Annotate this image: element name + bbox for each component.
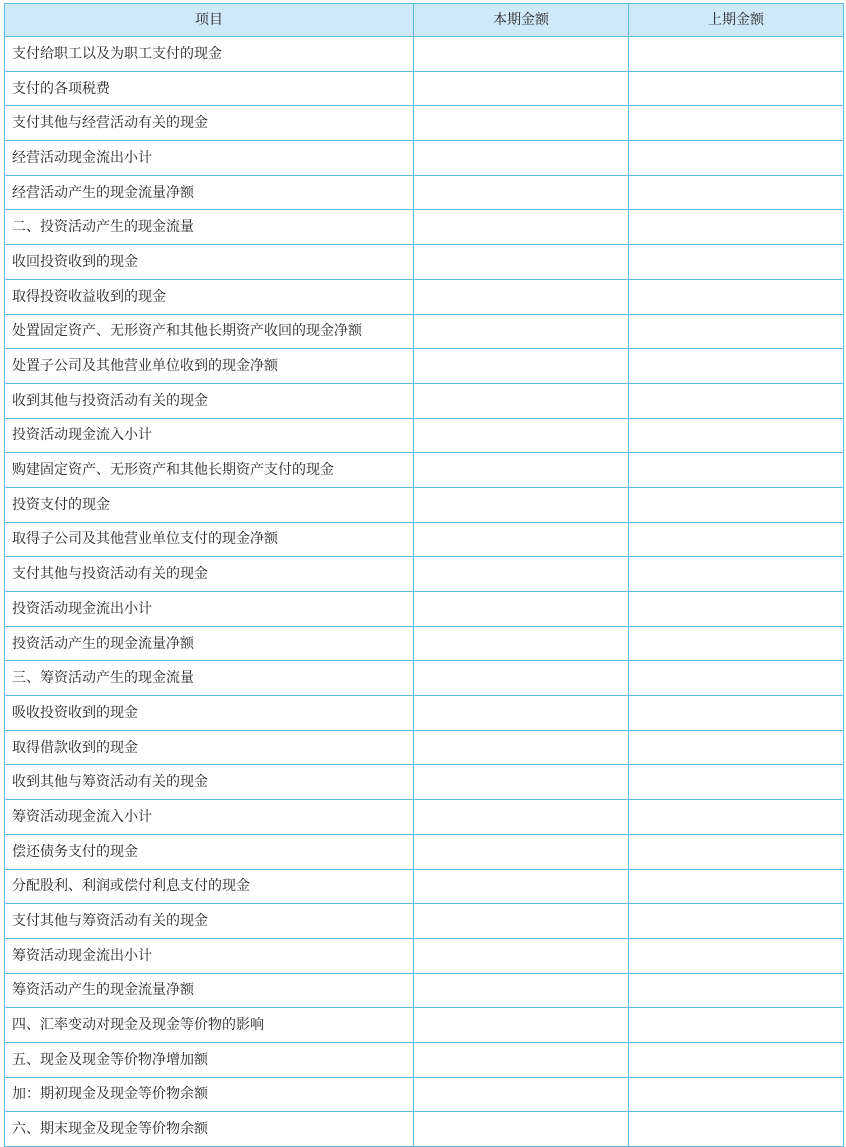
- previous-amount-cell: [629, 106, 844, 141]
- row-item-label: 筹资活动现金流出小计: [5, 938, 414, 973]
- previous-amount-cell: [629, 973, 844, 1008]
- current-amount-cell: [414, 834, 629, 869]
- row-item-label: 支付的各项税费: [5, 71, 414, 106]
- current-amount-cell: [414, 938, 629, 973]
- previous-amount-cell: [629, 37, 844, 72]
- current-amount-cell: [414, 245, 629, 280]
- table-row: [5, 696, 844, 731]
- current-amount-cell: [414, 973, 629, 1008]
- row-item-label: 取得子公司及其他营业单位支付的现金净额: [5, 522, 414, 557]
- row-item-label: 处置固定资产、无形资产和其他长期资产收回的现金净额: [5, 314, 414, 349]
- previous-amount-cell: [629, 418, 844, 453]
- row-item-label: 分配股利、利润或偿付利息支付的现金: [5, 869, 414, 904]
- previous-amount-cell: [629, 626, 844, 661]
- table-row: [5, 279, 844, 314]
- current-amount-cell: [414, 418, 629, 453]
- row-item-label: 筹资活动现金流入小计: [5, 800, 414, 835]
- table-row: [5, 383, 844, 418]
- row-item-label: 加：期初现金及现金等价物余额: [5, 1077, 414, 1112]
- current-amount-cell: [414, 141, 629, 176]
- current-amount-cell: [414, 522, 629, 557]
- current-amount-cell: [414, 453, 629, 488]
- previous-amount-cell: [629, 1077, 844, 1112]
- current-amount-cell: [414, 696, 629, 731]
- table-row: [5, 522, 844, 557]
- table-row: [5, 765, 844, 800]
- table-row: [5, 1008, 844, 1043]
- table-row: [5, 1042, 844, 1077]
- current-amount-cell: [414, 383, 629, 418]
- previous-amount-cell: [629, 1112, 844, 1147]
- cash-flow-statement: [4, 3, 844, 1147]
- previous-amount-cell: [629, 487, 844, 522]
- table-row: [5, 904, 844, 939]
- previous-amount-cell: [629, 314, 844, 349]
- previous-amount-cell: [629, 210, 844, 245]
- table-row: [5, 557, 844, 592]
- row-item-label: 收到其他与投资活动有关的现金: [5, 383, 414, 418]
- row-item-label: 投资活动现金流入小计: [5, 418, 414, 453]
- table-row: [5, 869, 844, 904]
- current-amount-cell: [414, 904, 629, 939]
- table-row: [5, 834, 844, 869]
- current-amount-cell: [414, 314, 629, 349]
- previous-amount-cell: [629, 800, 844, 835]
- previous-amount-cell: [629, 522, 844, 557]
- table-row: [5, 175, 844, 210]
- cash-flow-table: [4, 3, 844, 1147]
- current-amount-cell: [414, 800, 629, 835]
- row-item-label: 投资活动现金流出小计: [5, 592, 414, 627]
- previous-amount-cell: [629, 453, 844, 488]
- row-item-label: 四、汇率变动对现金及现金等价物的影响: [5, 1008, 414, 1043]
- header-row: [5, 4, 844, 37]
- current-amount-cell: [414, 765, 629, 800]
- previous-amount-cell: [629, 279, 844, 314]
- row-item-label: 收回投资收到的现金: [5, 245, 414, 280]
- table-row: [5, 349, 844, 384]
- current-amount-cell: [414, 730, 629, 765]
- current-amount-cell: [414, 661, 629, 696]
- row-item-label: 六、期末现金及现金等价物余额: [5, 1112, 414, 1147]
- table-row: [5, 210, 844, 245]
- table-row: [5, 141, 844, 176]
- previous-amount-cell: [629, 765, 844, 800]
- previous-amount-cell: [629, 383, 844, 418]
- table-row: [5, 37, 844, 72]
- row-item-label: 经营活动产生的现金流量净额: [5, 175, 414, 210]
- previous-amount-cell: [629, 592, 844, 627]
- row-item-label: 处置子公司及其他营业单位收到的现金净额: [5, 349, 414, 384]
- table-row: [5, 453, 844, 488]
- table-row: [5, 592, 844, 627]
- previous-amount-cell: [629, 349, 844, 384]
- table-row: [5, 661, 844, 696]
- table-row: [5, 973, 844, 1008]
- table-row: [5, 418, 844, 453]
- column-header-previous-amount: 上期金额: [629, 4, 844, 37]
- current-amount-cell: [414, 175, 629, 210]
- previous-amount-cell: [629, 730, 844, 765]
- table-row: [5, 487, 844, 522]
- current-amount-cell: [414, 1042, 629, 1077]
- current-amount-cell: [414, 557, 629, 592]
- table-row: [5, 626, 844, 661]
- current-amount-cell: [414, 487, 629, 522]
- row-item-label: 五、现金及现金等价物净增加额: [5, 1042, 414, 1077]
- table-row: [5, 314, 844, 349]
- current-amount-cell: [414, 1008, 629, 1043]
- current-amount-cell: [414, 279, 629, 314]
- current-amount-cell: [414, 592, 629, 627]
- previous-amount-cell: [629, 245, 844, 280]
- column-header-current-amount: 本期金额: [414, 4, 629, 37]
- table-row: [5, 800, 844, 835]
- table-row: [5, 245, 844, 280]
- current-amount-cell: [414, 349, 629, 384]
- row-item-label: 取得借款收到的现金: [5, 730, 414, 765]
- previous-amount-cell: [629, 71, 844, 106]
- previous-amount-cell: [629, 696, 844, 731]
- previous-amount-cell: [629, 869, 844, 904]
- row-item-label: 购建固定资产、无形资产和其他长期资产支付的现金: [5, 453, 414, 488]
- previous-amount-cell: [629, 938, 844, 973]
- current-amount-cell: [414, 106, 629, 141]
- row-item-label: 偿还债务支付的现金: [5, 834, 414, 869]
- table-row: [5, 71, 844, 106]
- previous-amount-cell: [629, 557, 844, 592]
- row-item-label: 取得投资收益收到的现金: [5, 279, 414, 314]
- row-item-label: 收到其他与筹资活动有关的现金: [5, 765, 414, 800]
- row-item-label: 吸收投资收到的现金: [5, 696, 414, 731]
- row-item-label: 投资支付的现金: [5, 487, 414, 522]
- row-item-label: 经营活动现金流出小计: [5, 141, 414, 176]
- previous-amount-cell: [629, 175, 844, 210]
- row-item-label: 支付给职工以及为职工支付的现金: [5, 37, 414, 72]
- current-amount-cell: [414, 1077, 629, 1112]
- table-header: [5, 4, 844, 37]
- previous-amount-cell: [629, 834, 844, 869]
- previous-amount-cell: [629, 1008, 844, 1043]
- row-item-label: 投资活动产生的现金流量净额: [5, 626, 414, 661]
- current-amount-cell: [414, 626, 629, 661]
- table-row: [5, 730, 844, 765]
- previous-amount-cell: [629, 1042, 844, 1077]
- row-item-label: 筹资活动产生的现金流量净额: [5, 973, 414, 1008]
- previous-amount-cell: [629, 904, 844, 939]
- current-amount-cell: [414, 37, 629, 72]
- table-body: [5, 37, 844, 1147]
- current-amount-cell: [414, 869, 629, 904]
- current-amount-cell: [414, 71, 629, 106]
- row-item-label: 支付其他与投资活动有关的现金: [5, 557, 414, 592]
- table-row: [5, 1077, 844, 1112]
- row-item-label: 支付其他与筹资活动有关的现金: [5, 904, 414, 939]
- previous-amount-cell: [629, 661, 844, 696]
- previous-amount-cell: [629, 141, 844, 176]
- table-row: [5, 938, 844, 973]
- row-item-label: 二、投资活动产生的现金流量: [5, 210, 414, 245]
- current-amount-cell: [414, 210, 629, 245]
- current-amount-cell: [414, 1112, 629, 1147]
- column-header-item: 项目: [5, 4, 414, 37]
- table-row: [5, 1112, 844, 1147]
- row-item-label: 三、筹资活动产生的现金流量: [5, 661, 414, 696]
- row-item-label: 支付其他与经营活动有关的现金: [5, 106, 414, 141]
- table-row: [5, 106, 844, 141]
